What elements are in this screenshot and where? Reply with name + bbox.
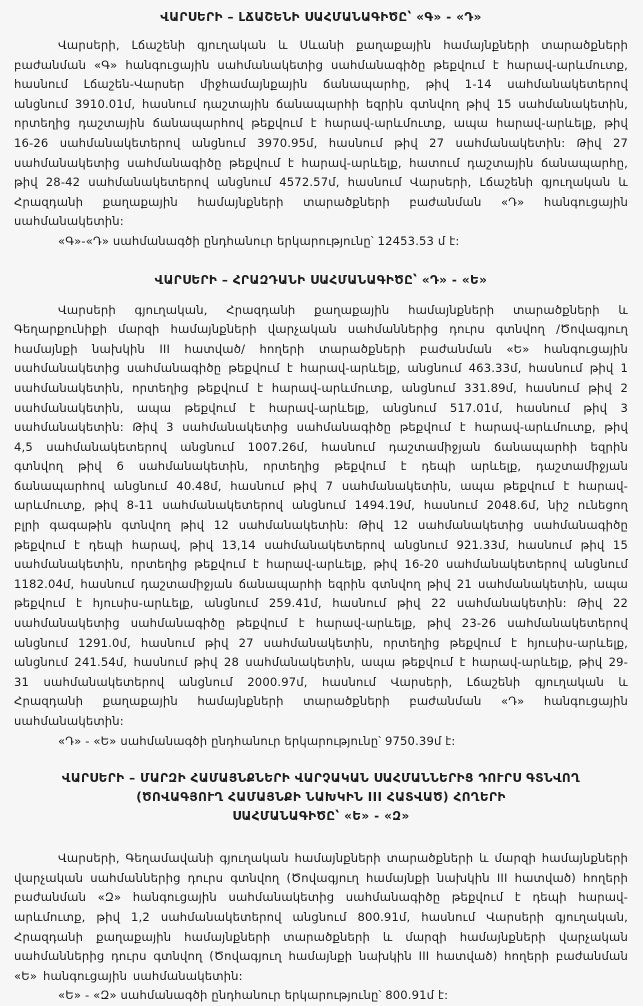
section-g-d: [14, 0, 628, 252]
section-title: [14, 769, 628, 849]
section-body: Վարսերի, Գեղամավանի գյուղական համայնքների տարածքների և մարզի համայնքների վարչական սահմաններից դուրս գտնվող (Ծովագյուղ համայնքի նախկին III հատված) հողերի բաժանման «Զ» հանգուցային սահմանակետից սահմանագիծը թեքվում է դեպի հարավ-արևմուտք, թիվ 1,2 սահմանակետերով անցնում 800.91մ, հասնում Վարսերի գյուղական, Հրազդանի քաղաքային համայնքների տարածքների և մարզի համայնքների վարչական սահմաններից դուրս գտնվող (Ծովագյուղ համայնքի նախկին III հատված) հողերի բաժանման «Ե» հանգուցային սահմանակետին:: [14, 851, 628, 983]
title-line: ՎԱՐՍԵՐԻ – ՄԱՐԶԻ ՀԱՄԱՅՆՔՆԵՐԻ ՎԱՐՉԱԿԱՆ ՍԱՀՄԱՆՆԵՐԻՑ ԴՈՒՐՍ ԳՏՆՎՈՂ: [61, 771, 581, 786]
section-total-length: «Ե» - «Զ» սահմանագծի ընդհանուր երկարությունը՝ 800.91մ է:: [58, 988, 449, 1003]
title-line: (ԾՈՎԱԳՅՈՒՂ ՀԱՄԱՅՆՔԻ ՆԱԽԿԻՆ III ՀԱՏՎԱԾ) ՀՈՂԵՐԻ: [136, 790, 506, 805]
section-total-length: «Գ»-«Դ» սահմանագծի ընդհանուր երկարությունը՝ 12453.53 մ է:: [58, 233, 460, 248]
title-line: ՍԱՀՄԱՆԱԳԻԾԸ՝ «Ե» - «Զ»: [232, 809, 410, 824]
section-d-e: [14, 266, 628, 752]
section-body: Վարսերի, Լճաշենի գյուղական և Սևանի քաղաքային համայնքների տարածքների բաժանման «Գ» հանգուցային սահմանակետից սահմանագիծը թեքվում է հարավ-արևմուտք, հասնում Լճաշեն-Վարսեր միջհամայնքային ճանապարհը, թիվ 1-14 սահմանակետերով անցնում 3910.01մ, հասնում դաշտային ճանապարհի եզրին գտնվող թիվ 15 սահմանակետին, որտեղից դաշտային ճանապարհով թեքվում է հարավ-արևմուտք, ապա հարավ-արևելք, թիվ 16-26 սահմանակետերով անցնում 3970.95մ, հասնում թիվ 27 սահմանակետին: Թիվ 27 սահմանակետից սահմանագիծը թեքվում է հարավ-արևելք, հատում դաշտային ճանապարհը, թիվ 28-42 սահմանակետերով անցնում 4572.57մ, հասնում Վարսերի, Լճաշենի գյուղական և Հրազդանի քաղաքային համայնքների տարածքների բաժանման «Դ» հանգուցային սահմանակետին:: [14, 38, 628, 229]
section-body: Վարսերի գյուղական, Հրազդանի քաղաքային համայնքների տարածքների և Գեղարքունիքի մարզի համայնքների վարչական սահմաններից դուրս գտնվող /Ծովագյուղ համայնքի նախկին III հատված/ հողերի տարածքների բաժանման «Ե» հանգուցային սահմանակետից սահմանագիծը թեքվում է հարավ-արևելք, անցնում 463.33մ, հասնում թիվ 1 սահմանակետին, որտեղից թեքվում է հարավ-արևմուտք, անցնում 331.89մ, հասնում թիվ 2 սահմանակետին, ապա թեքվում է հարավ-արևելք, անցնում 517.01մ, հասնում թիվ 3 սահմանակետին: Թիվ 3 սահմանակետից սահմանագիծը թեքվում է հարավ-արևմուտք, թիվ 4,5 սահմանակետերով անցնում 1007.26մ, հասնում դաշտամիջյան ճանապարհի եզրին գտնվող թիվ 6 սահմանակետին, որտեղից թեքվում է դեպի արևելք, դաշտամիջյան ճանապարհով անցնում 40.48մ, հասնում թիվ 7 սահմանակետին, ապա թեքվում է հարավ-արևմուտք, թիվ 8-11 սահմանակետերով անցնում 1494.19մ, հասնում 2048.6մ, նիշ ունեցող բլրի գագաթին գտնվող թիվ 12 սահմանակետին: Թիվ 12 սահմանակետից սահմանագիծը թեքվում է դեպի հարավ, թիվ 13,14 սահմանակետերով անցնում 921.33մ, հասնում թիվ 15 սահմանակետին, որտեղից թեքվում է հարավ-արևելք, թիվ 16-20 սահմանակետերով անցնում 1182.04մ, հասնում դաշտամիջյան ճանապարհի եզրին գտնվող թիվ 21 սահմանակետին, ապա թեքվում է հյուսիս-արևելք, անցնում 259.41մ, հասնում թիվ 22 սահմանակետին: Թիվ 22 սահմանակետից սահմանագիծը թեքվում է հարավ-արևելք, թիվ 23-26 սահմանակետերով անցնում 1291.0մ, հասնում թիվ 27 սահմանակետին, որտեղից թեքվում է հյուսիս-արևելք, անցնում 241.54մ, հասնում թիվ 28 սահմանակետին, ապա թեքվում է հարավ-արևելք, թիվ 29-31 սահմանակետերով անցնում 2000.97մ, հասնում Վարսերի, Լճաշենի գյուղական և Հրազդանի քաղաքային համայնքների տարածքների բաժանման «Դ» հանգուցային սահմանակետին:: [14, 302, 628, 728]
section-title: ՎԱՐՍԵՐԻ – ԼՃԱՇԵՆԻ ՍԱՀՄԱՆԱԳԻԾԸ՝ «Գ» - «Դ»: [160, 10, 482, 24]
section-total-length: «Դ» - «Ե» սահմանագծի ընդհանուր երկարությունը՝ 9750.39մ է:: [58, 733, 456, 748]
section-e-z: [14, 769, 628, 1006]
document-page: [14, 0, 628, 1006]
section-title: ՎԱՐՍԵՐԻ – ՀՐԱԶԴԱՆԻ ՍԱՀՄԱՆԱԳԻԾԸ՝ «Դ» - «Ե»: [154, 272, 488, 287]
